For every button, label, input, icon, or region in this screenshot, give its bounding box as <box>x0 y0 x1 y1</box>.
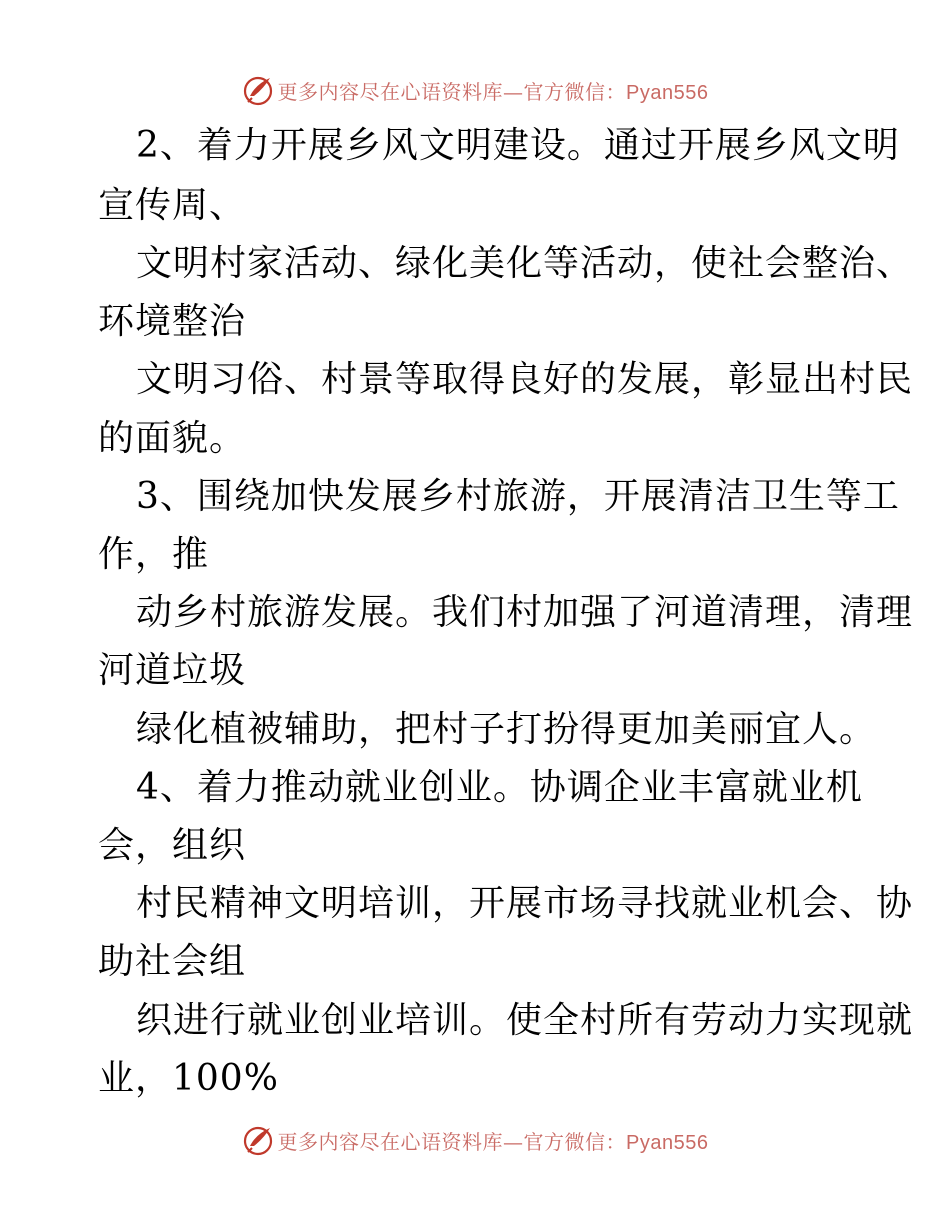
quill-logo-icon <box>242 1124 274 1156</box>
paragraph-line: 宣传周、 <box>98 185 247 226</box>
paragraph-line: 助社会组 <box>98 941 247 982</box>
watermark-id: Pyan556 <box>626 81 709 104</box>
paragraph-line: 绿化植被辅助，把村子打扮得更加美丽宜人。 <box>136 709 877 750</box>
paragraph-line: 3、围绕加快发展乡村旅游，开展清洁卫生等工 <box>136 476 900 517</box>
paragraph-line: 动乡村旅游发展。我们村加强了河道清理，清理 <box>136 592 914 633</box>
watermark-footer <box>0 1120 950 1160</box>
paragraph-line: 文明习俗、村景等取得良好的发展，彰显出村民 <box>136 359 914 400</box>
paragraph-line: 2、着力开展乡风文明建设。通过开展乡风文明 <box>136 125 900 166</box>
paragraph-line: 河道垃圾 <box>98 650 247 691</box>
quill-logo-icon <box>242 74 274 106</box>
paragraph-line: 会，组织 <box>98 825 247 866</box>
watermark-id: Pyan556 <box>626 1131 709 1154</box>
paragraph-line: 文明村家活动、绿化美化等活动，使社会整治、 <box>136 243 914 284</box>
paragraph-line: 环境整治 <box>98 301 247 342</box>
paragraph-line: 村民精神文明培训，开展市场寻找就业机会、协 <box>136 883 914 924</box>
paragraph-line: 的面貌。 <box>98 418 247 459</box>
watermark-text: 更多内容尽在心语资料库—官方微信：Pyan556 <box>277 1129 709 1154</box>
paragraph-line: 4、着力推动就业创业。协调企业丰富就业机 <box>136 767 863 808</box>
paragraph-line: 作，推 <box>98 534 210 575</box>
paragraph-line: 业，100% <box>98 1058 279 1099</box>
paragraph-line: 织进行就业创业培训。使全村所有劳动力实现就 <box>136 1000 914 1041</box>
watermark-text: 更多内容尽在心语资料库—官方微信：Pyan556 <box>277 79 709 104</box>
watermark-header <box>0 70 950 110</box>
